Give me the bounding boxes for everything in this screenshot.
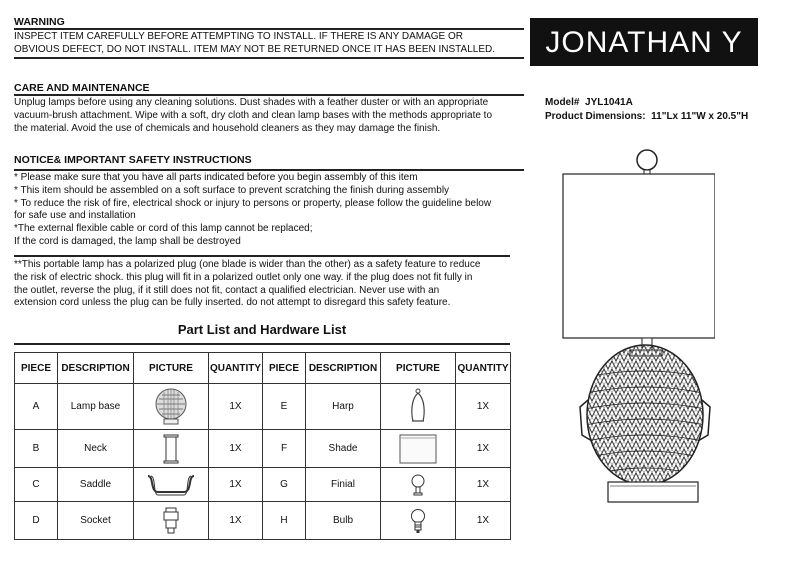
quantity-cell: 1X <box>456 430 511 468</box>
table-row <box>15 468 511 502</box>
warning-line-2: OBVIOUS DEFECT, DO NOT INSTALL. ITEM MAY NOT BE RETURNED ONCE IT HAS BEEN INSTALLED. <box>14 44 496 55</box>
description-cell: Shade <box>306 430 381 468</box>
quantity-cell: 1X <box>456 468 511 502</box>
lamp-base-icon <box>153 387 189 427</box>
saddle-icon <box>144 472 198 498</box>
plug-line: the risk of electric shock. this plug will fit in a polarized outlet only one way. if the plug does not fit fully in <box>14 271 473 283</box>
col-header: PICTURE <box>134 353 209 384</box>
col-header: PIECE <box>15 353 58 384</box>
brand-logo: JONATHAN Y <box>530 18 758 66</box>
plug-line: the outlet, reverse the plug, if it still does not fit, contact a qualified electrician. Never use with an <box>14 284 440 296</box>
warning-line-1: INSPECT ITEM CAREFULLY BEFORE ATTEMPTING TO INSTALL. IF THERE IS ANY DAMAGE OR <box>14 31 463 42</box>
picture-cell <box>134 468 209 502</box>
notice-rule <box>14 169 524 171</box>
notice-line: If the cord is damaged, the lamp shall be destroyed <box>14 235 241 247</box>
care-line: Unplug lamps before using any cleaning solutions. Dust shades with a feather duster or with an appropriate <box>14 97 489 108</box>
notice-line: * Please make sure that you have all parts indicated before you begin assembly of this item <box>14 172 418 183</box>
table-row <box>15 384 511 430</box>
picture-cell <box>134 384 209 430</box>
description-cell: Lamp base <box>58 384 134 430</box>
plinth-shape <box>608 482 698 502</box>
col-header: DESCRIPTION <box>58 353 134 384</box>
col-header: PICTURE <box>381 353 456 384</box>
quantity-cell: 1X <box>209 384 263 430</box>
model-row <box>545 96 748 110</box>
description-cell: Neck <box>58 430 134 468</box>
warning-rule <box>14 28 524 30</box>
neck-icon <box>161 433 181 465</box>
care-title: CARE AND MAINTENANCE <box>14 82 150 94</box>
picture-cell <box>381 468 456 502</box>
description-cell: Bulb <box>306 502 381 540</box>
plug-text <box>14 259 480 310</box>
shade-shape <box>563 174 715 338</box>
picture-cell <box>134 502 209 540</box>
quantity-cell: 1X <box>209 502 263 540</box>
notice-text <box>14 172 491 249</box>
finial-icon <box>410 473 426 497</box>
quantity-cell: 1X <box>456 502 511 540</box>
piece-cell: C <box>15 468 58 502</box>
col-header: QUANTITY <box>456 353 511 384</box>
picture-cell <box>381 430 456 468</box>
shade-icon <box>398 433 438 465</box>
piece-cell: F <box>263 430 306 468</box>
piece-cell: H <box>263 502 306 540</box>
notice-title: NOTICE& IMPORTANT SAFETY INSTRUCTIONS <box>14 154 252 166</box>
parts-rule <box>14 343 510 345</box>
description-cell: Finial <box>306 468 381 502</box>
product-info <box>545 96 748 124</box>
col-header: PIECE <box>263 353 306 384</box>
quantity-cell: 1X <box>209 430 263 468</box>
warning-bottom-rule <box>14 57 524 59</box>
plug-rule <box>14 255 510 257</box>
picture-cell <box>381 384 456 430</box>
table-header-row <box>15 353 511 384</box>
col-header: QUANTITY <box>209 353 263 384</box>
socket-icon <box>161 506 181 536</box>
notice-line: * To reduce the risk of fire, electrical shock or injury to persons or property, please follow the guideline below <box>14 197 492 209</box>
piece-cell: E <box>263 384 306 430</box>
piece-cell: B <box>15 430 58 468</box>
piece-cell: G <box>263 468 306 502</box>
dims-row <box>545 110 748 124</box>
dims-value: 11"Lx 11"W x 20.5"H <box>651 111 749 122</box>
piece-cell: D <box>15 502 58 540</box>
woven-base-shape <box>587 345 703 485</box>
piece-cell: A <box>15 384 58 430</box>
care-line: the material. Avoid the use of chemicals and household cleaners as they may damage the finish. <box>14 122 441 134</box>
dims-label: Product Dimensions: <box>545 111 646 122</box>
notice-line: * This item should be assembled on a soft surface to prevent scratching the finish during assembly <box>14 184 450 196</box>
picture-cell <box>134 430 209 468</box>
lamp-illustration <box>560 145 715 505</box>
bulb-icon <box>410 507 426 535</box>
care-text <box>14 97 492 135</box>
quantity-cell: 1X <box>456 384 511 430</box>
harp-icon <box>408 387 428 427</box>
table-row <box>15 430 511 468</box>
care-line: vacuum-brush attachment. Wipe with a soft, dry cloth and clean lamp bases with the methods appropriate to <box>14 109 493 121</box>
plug-line: **This portable lamp has a polarized plug (one blade is wider than the other) as a safety feature to reduce <box>14 259 481 270</box>
description-cell: Harp <box>306 384 381 430</box>
table-row <box>15 502 511 540</box>
model-label: Model# <box>545 97 580 108</box>
picture-cell <box>381 502 456 540</box>
notice-line: *The external flexible cable or cord of this lamp cannot be replaced; <box>14 223 313 235</box>
model-value: JYL1041A <box>585 97 633 108</box>
quantity-cell: 1X <box>209 468 263 502</box>
parts-title: Part List and Hardware List <box>177 322 347 337</box>
col-header: DESCRIPTION <box>306 353 381 384</box>
finial-stem-shape <box>644 170 650 174</box>
parts-table <box>14 352 511 540</box>
description-cell: Socket <box>58 502 134 540</box>
finial-shape <box>637 150 657 170</box>
description-cell: Saddle <box>58 468 134 502</box>
plug-line: extension cord unless the plug can be fully inserted. do not attempt to disregard this safety feature. <box>14 297 451 309</box>
notice-line: for safe use and installation <box>14 210 136 222</box>
care-rule <box>14 94 524 96</box>
warning-title: WARNING <box>14 16 65 28</box>
